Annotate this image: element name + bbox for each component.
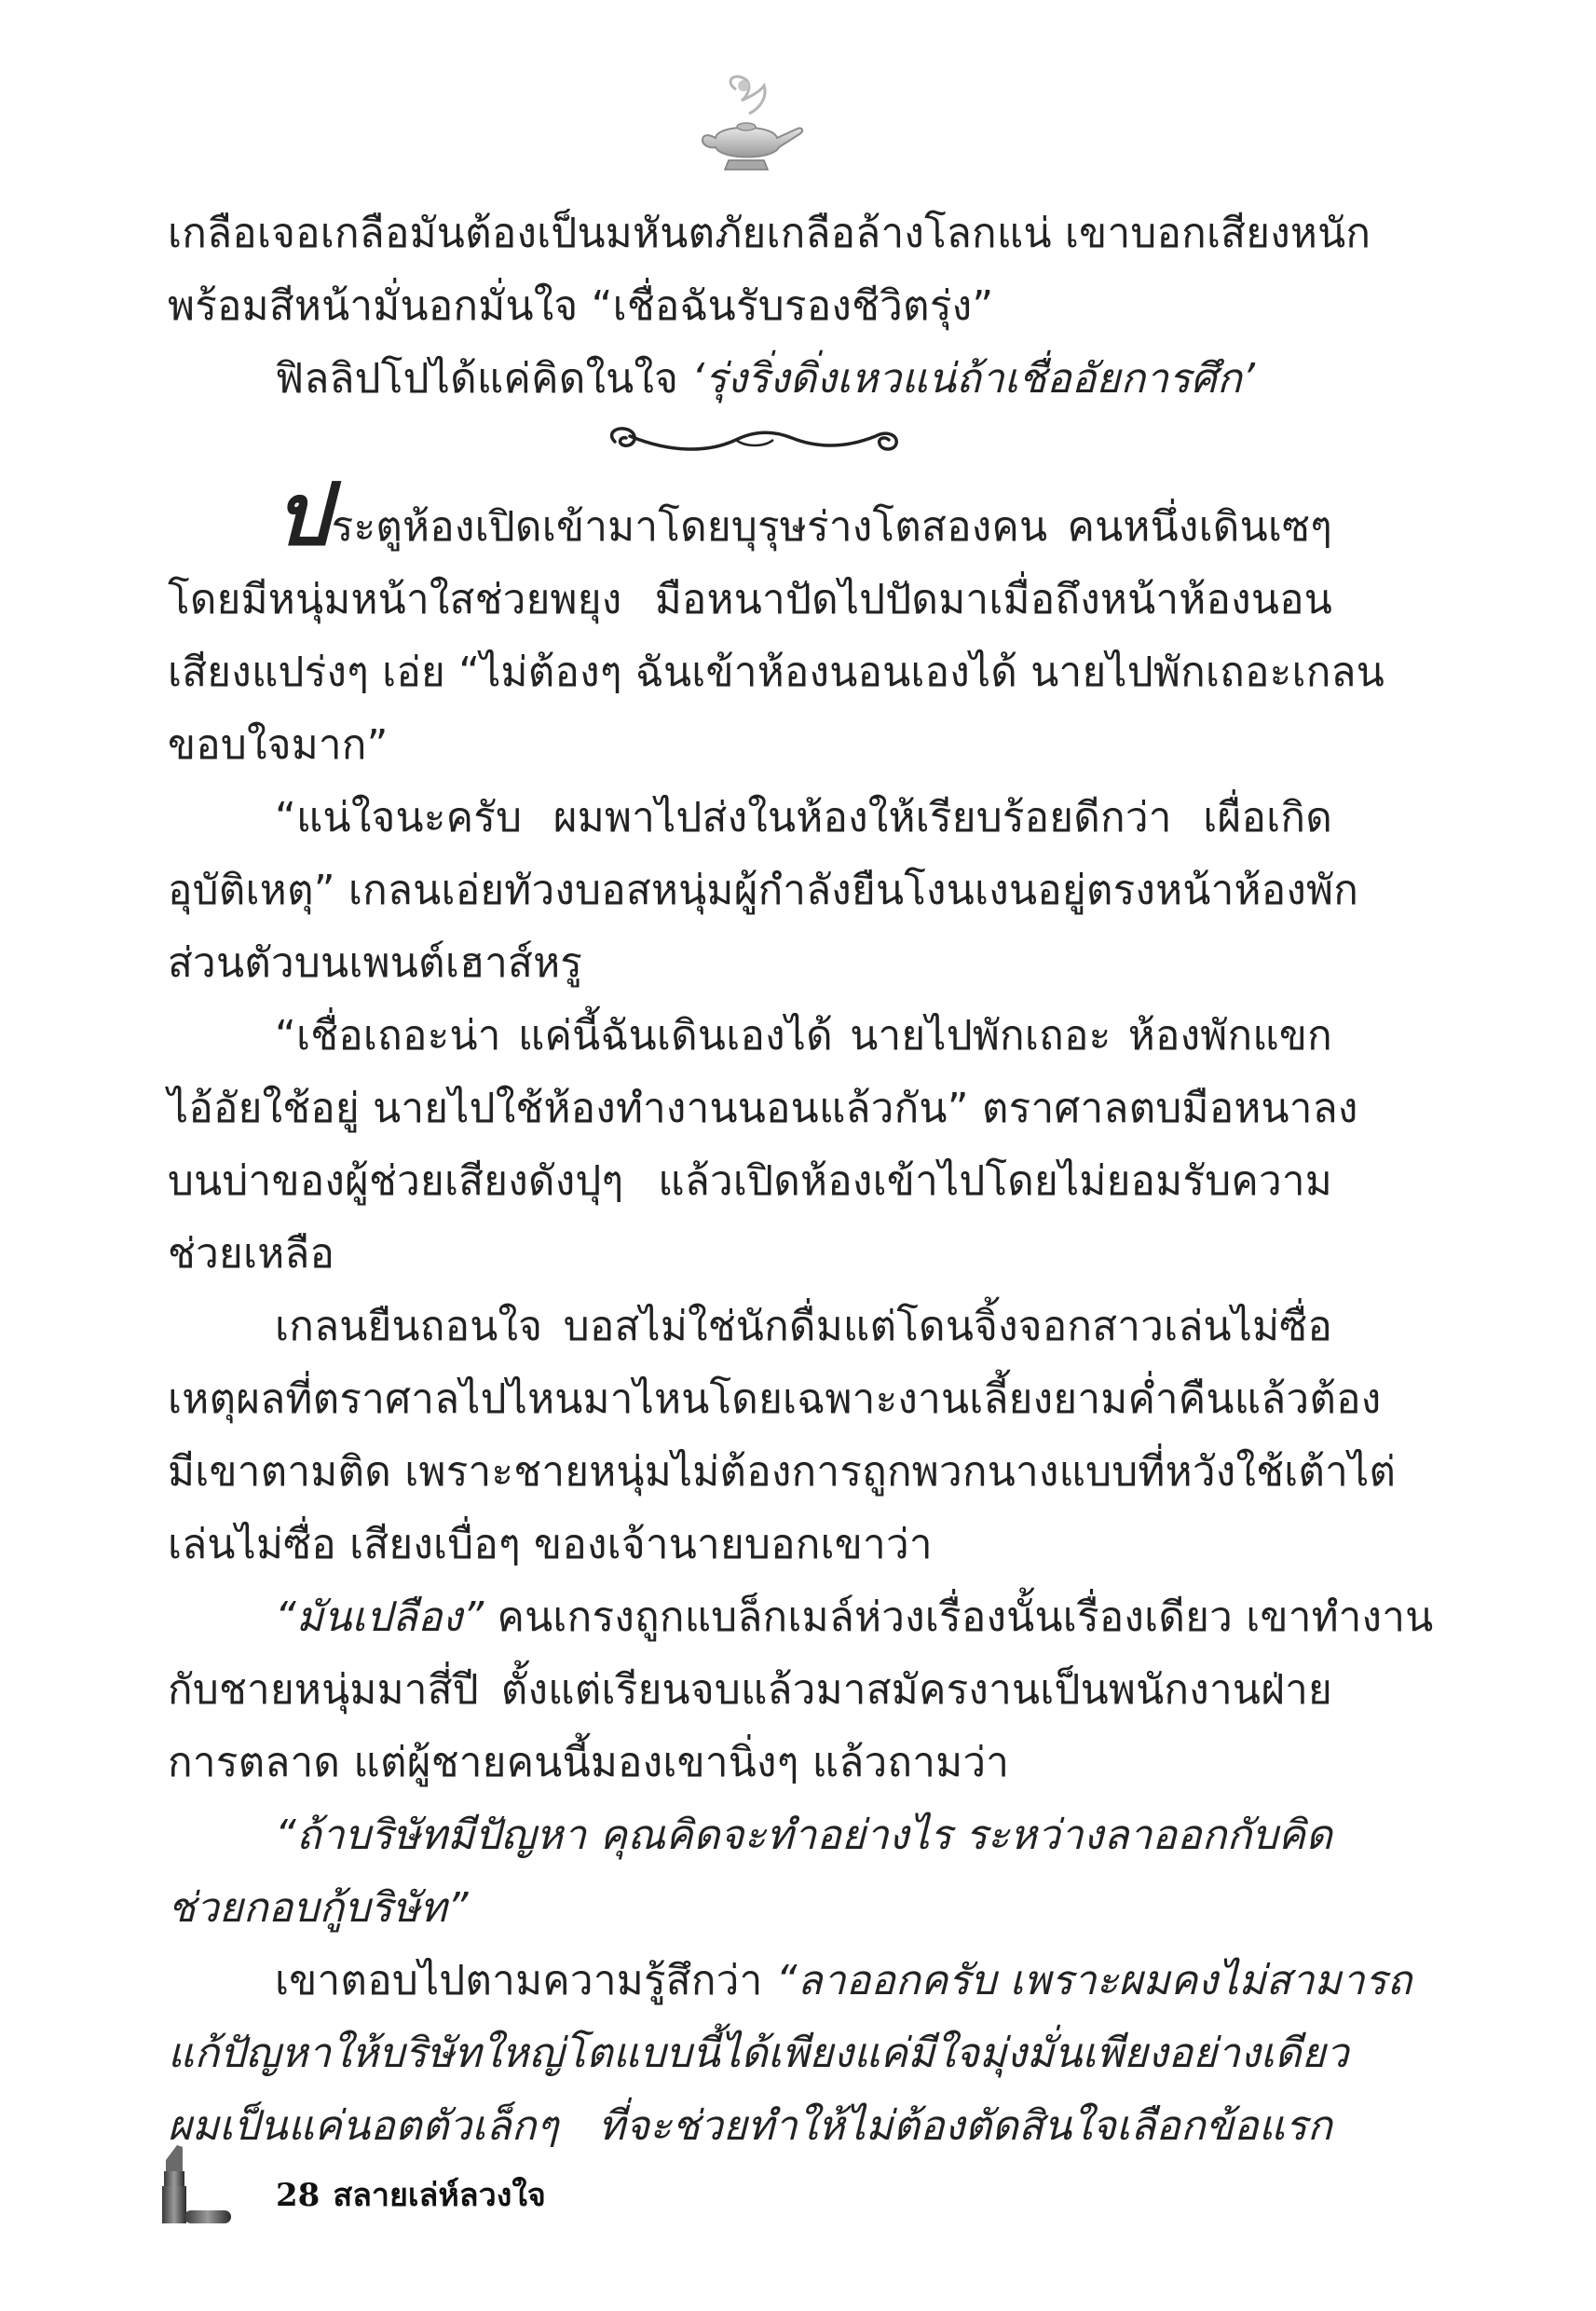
text-line bbox=[168, 1581, 1434, 1654]
text-line: อุบัติเหตุ” เกลนเอ่ยทัวงบอสหนุ่มผู้กำลังยืนโงนเงนอยู่ตรงหน้าห้องพัก bbox=[168, 867, 1359, 914]
text-line: ขอบใจมาก” bbox=[168, 721, 389, 769]
text-line: พร้อมสีหน้ามั่นอกมั่นใจ “เชื่อฉันรับรองชีวิตรุ่ง” bbox=[168, 282, 994, 330]
narration: เขาตอบไปตามความรู้สึกว่า bbox=[275, 1957, 776, 2004]
text-line: เกลนยืนถอนใจ บอสไม่ใช่นักดื่มแต่โดนจิ้งจอกสาวเล่นไม่ซื่อ bbox=[275, 1303, 1332, 1350]
narration: ฟิลลิปโปได้แค่คิดในใจ bbox=[275, 355, 692, 403]
text-line: การตลาด แต่ผู้ชายคนนี้มองเขานิ่งๆ แล้วถามว่า bbox=[168, 1739, 1010, 1786]
text-line: “เชื่อเถอะน่า แค่นี้ฉันเดินเองได้ นายไปพักเถอะ ห้องพักแขก bbox=[275, 1012, 1332, 1060]
text-line: ผมเป็นแค่นอตตัวเล็กๆ ที่จะช่วยทำให้ไม่ต้องตัดสินใจเลือกข้อแรก bbox=[168, 2102, 1332, 2150]
section-1 bbox=[168, 198, 1371, 416]
text-line: ไอ้อัยใช้อยู่ นายไปใช้ห้องทำงานนอนแล้วกัน” ตราศาลตบมือหนาลง bbox=[168, 1085, 1358, 1132]
quoted-speech: “มันเปลือง” bbox=[275, 1593, 484, 1641]
text-line: “แน่ใจนะครับ ผมพาไปส่งในห้องให้เรียบร้อยดีกว่า เผื่อเกิด bbox=[275, 794, 1332, 841]
text-line: กับชายหนุ่มมาสี่ปี ตั้งแต่เรียนจบแล้วมาสมัครงานเป็นพนักงานฝ่าย bbox=[168, 1666, 1332, 1714]
page-number: 28 bbox=[276, 2177, 321, 2214]
text-line bbox=[168, 1945, 1412, 2017]
footer-text bbox=[276, 2169, 559, 2220]
text-line: ช่วยเหลือ bbox=[168, 1230, 335, 1278]
page-footer bbox=[157, 2143, 809, 2227]
drop-cap: ป bbox=[275, 464, 330, 565]
inner-thought: ‘รุ่งริ่งดิ่งเหวแน่ถ้าเชื่ออัยการศึก’ bbox=[691, 355, 1256, 403]
book-title: สลายเล่ห์ลวงใจ bbox=[333, 2177, 546, 2214]
text-line: ส่วนตัวบนเพนต์เฮาส์หรู bbox=[168, 939, 583, 987]
lipstick-icon bbox=[157, 2143, 235, 2227]
text-line: เสียงแปร่งๆ เอ่ย “ไม่ต้องๆ ฉันเข้าห้องนอนเองได้ นายไปพักเถอะเกลน bbox=[168, 649, 1385, 696]
text-line: โดยมีหนุ่มหน้าใสช่วยพยุง มือหนาปัดไปปัดมาเมื่อถึงหน้าห้องนอน bbox=[168, 576, 1332, 623]
text-line: “ถ้าบริษัทมีปัญหา คุณคิดจะทำอย่างไร ระหว่างลาออกกับคิด bbox=[275, 1812, 1332, 1859]
text-line: เกลือเจอเกลือมันต้องเป็นมหันตภัยเกลือล้างโลกแน่ เขาบอกเสียงหนัก bbox=[168, 210, 1371, 257]
genie-lamp-icon bbox=[688, 73, 809, 175]
quoted-speech: “ลาออกครับ เพราะผมคงไม่สามารถ bbox=[775, 1957, 1412, 2004]
flourish-divider-icon bbox=[596, 416, 913, 462]
text-line bbox=[168, 464, 1332, 565]
text-line-content: ระตูห้องเปิดเข้ามาโดยบุรุษร่างโตสองคน คนหนึ่งเดินเซๆ bbox=[331, 503, 1332, 551]
text-line: เล่นไม่ซื่อ เสียงเบื่อๆ ของเจ้านายบอกเขาว่า bbox=[168, 1521, 933, 1568]
text-line: แก้ปัญหาให้บริษัทใหญ่โตแบบนี้ได้เพียงแค่มีใจมุ่งมั่นเพียงอย่างเดียว bbox=[168, 2030, 1349, 2077]
text-line: บนบ่าของผู้ช่วยเสียงดังปุๆ แล้วเปิดห้องเข้าไปโดยไม่ยอมรับความ bbox=[168, 1157, 1332, 1205]
text-line: มีเขาตามติด เพราะชายหนุ่มไม่ต้องการถูกพวกนางแบบที่หวังใช้เต้าไต่ bbox=[168, 1448, 1397, 1496]
text-line bbox=[168, 343, 1332, 416]
text-line: เหตุผลที่ตราศาลไปไหนมาไหนโดยเฉพาะงานเลี้ยงยามค่ำคืนแล้วต้อง bbox=[168, 1375, 1382, 1423]
section-2 bbox=[168, 464, 1434, 2163]
text-line: ช่วยกอบกู้บริษัท” bbox=[168, 1884, 469, 1932]
text-line-content: คนเกรงถูกแบล็กเมล์ห่วงเรื่องนั้นเรื่องเดียว เขาทำงาน bbox=[484, 1593, 1434, 1641]
